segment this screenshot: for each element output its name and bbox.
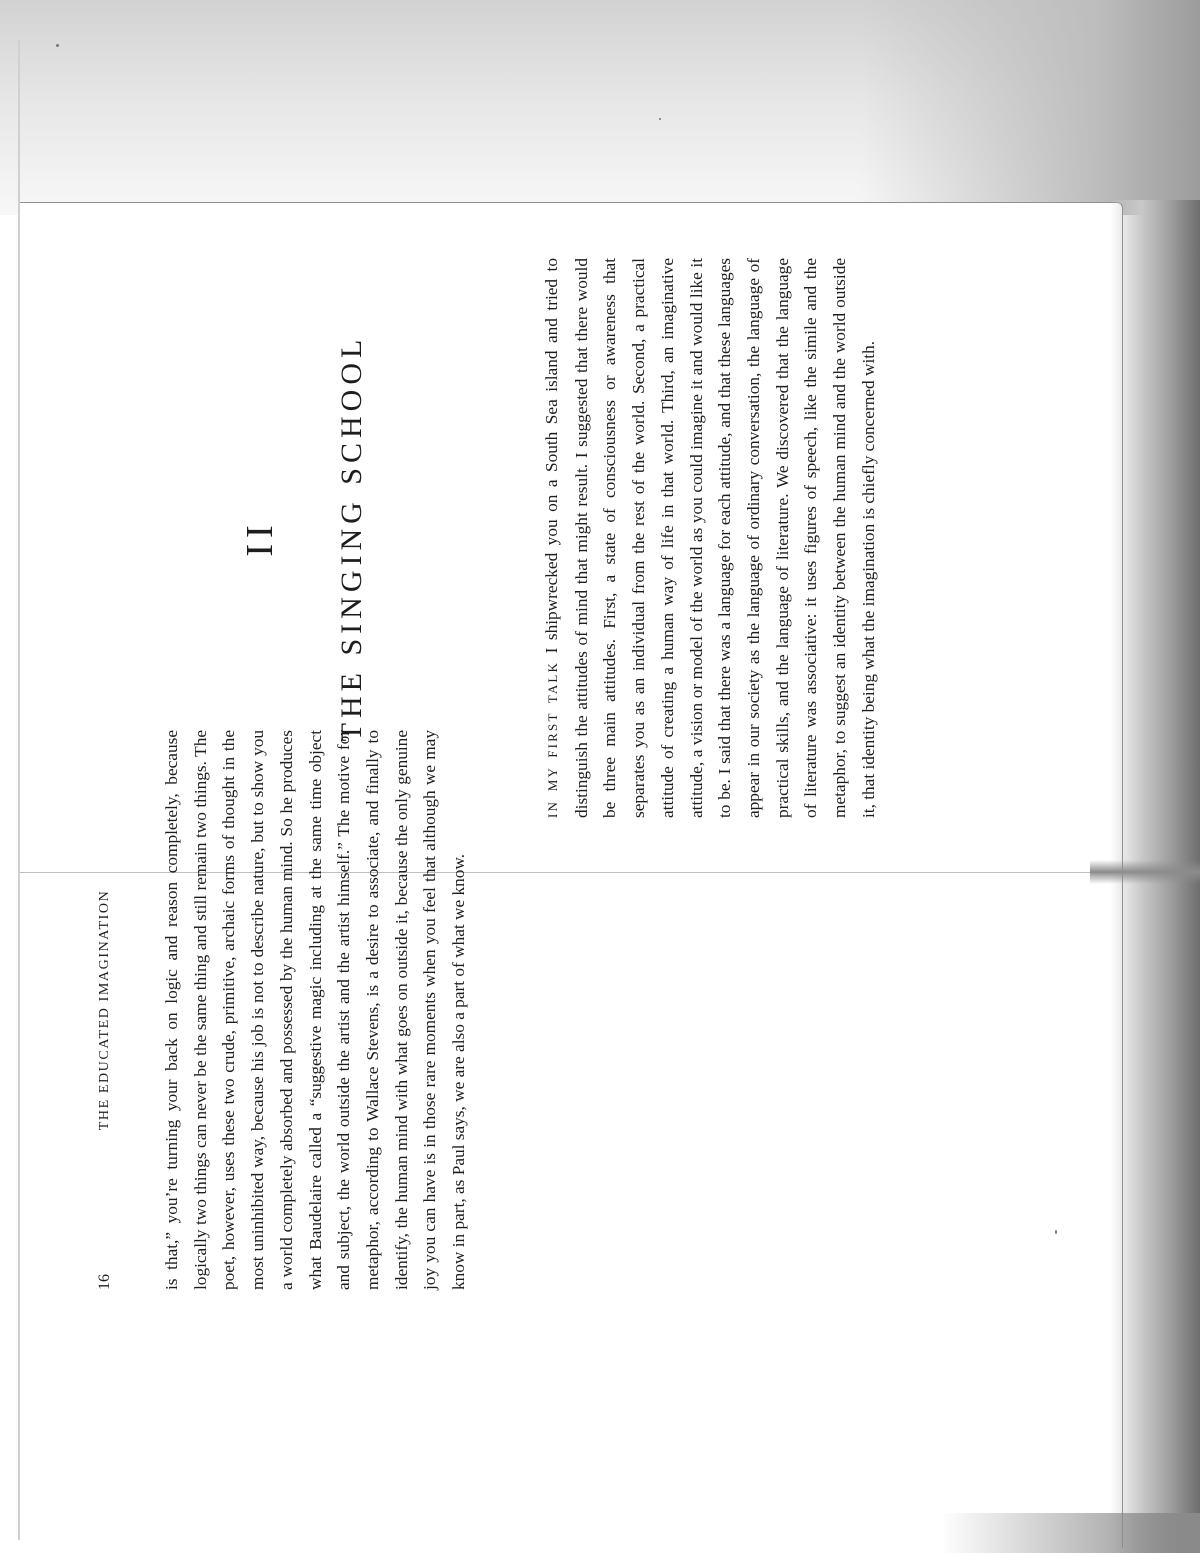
chapter-number: II [239,519,281,557]
scan-speck [659,118,661,120]
left-page-header [90,730,120,1290]
scanner-shadow-top [0,0,1200,215]
chapter-title: THE SINGING SCHOOL [335,334,368,742]
scanner-shadow-corner [940,1513,1200,1553]
page-number: 16 [96,1274,113,1290]
left-page-body: is that,” you’re turning your back on logic and reason completely, because logically two things can never be the same thing and still remain two things. The poet, however, uses these two crude, primitive, archaic forms of thought in the most uninhibited way, because his job is not to describe nature, but to show you a world completely absorbed and possessed by the human mind. So he produces what Baudelaire called a “suggestive magic including at the same time object and subject, the world outside the artist and the artist himself.” The motive for metaphor, according to Wallace Stevens, is a desire to associate, and finally to identify, the human mind with what goes on outside it, because the only genuine joy you can have is in those rare moments when you feel that although we may know in part, as Paul says, we are also a part of what we know. [162,730,469,1290]
running-head: THE EDUCATED IMAGINATION [97,889,112,1131]
right-page-body [538,258,883,818]
scan-edge-line [18,40,20,1540]
chapter-opening-text: I shipwrecked you on a South Sea island and tried to distinguish the attitudes of mind that might result. I suggested that there would be three main attitudes. First, a state of consciousness or awareness that separates you as an individual from the rest of the world. Second, a practical attitude of creating a human way of life in that world. Third, an imaginative attitude, a vision or model of the world as you could imagine it and would like it to be. I said that there was a language for each attitude, and that these languages appear in our society as the language of ordinary conversation, the language of practical skills, and the language of literature. We discovered that the language of literature was associative: it uses figures of speech, like the simile and the metaphor, to suggest an identity between the human mind and the world outside it, that identity being what the imagination is chiefly concerned with. [542,258,878,818]
gutter-shadow [1090,860,1200,884]
chapter-lead-in: IN MY FIRST TALK [545,660,560,818]
right-page [240,258,883,818]
scan-speck [56,44,59,47]
scan-speck [1055,1230,1057,1234]
